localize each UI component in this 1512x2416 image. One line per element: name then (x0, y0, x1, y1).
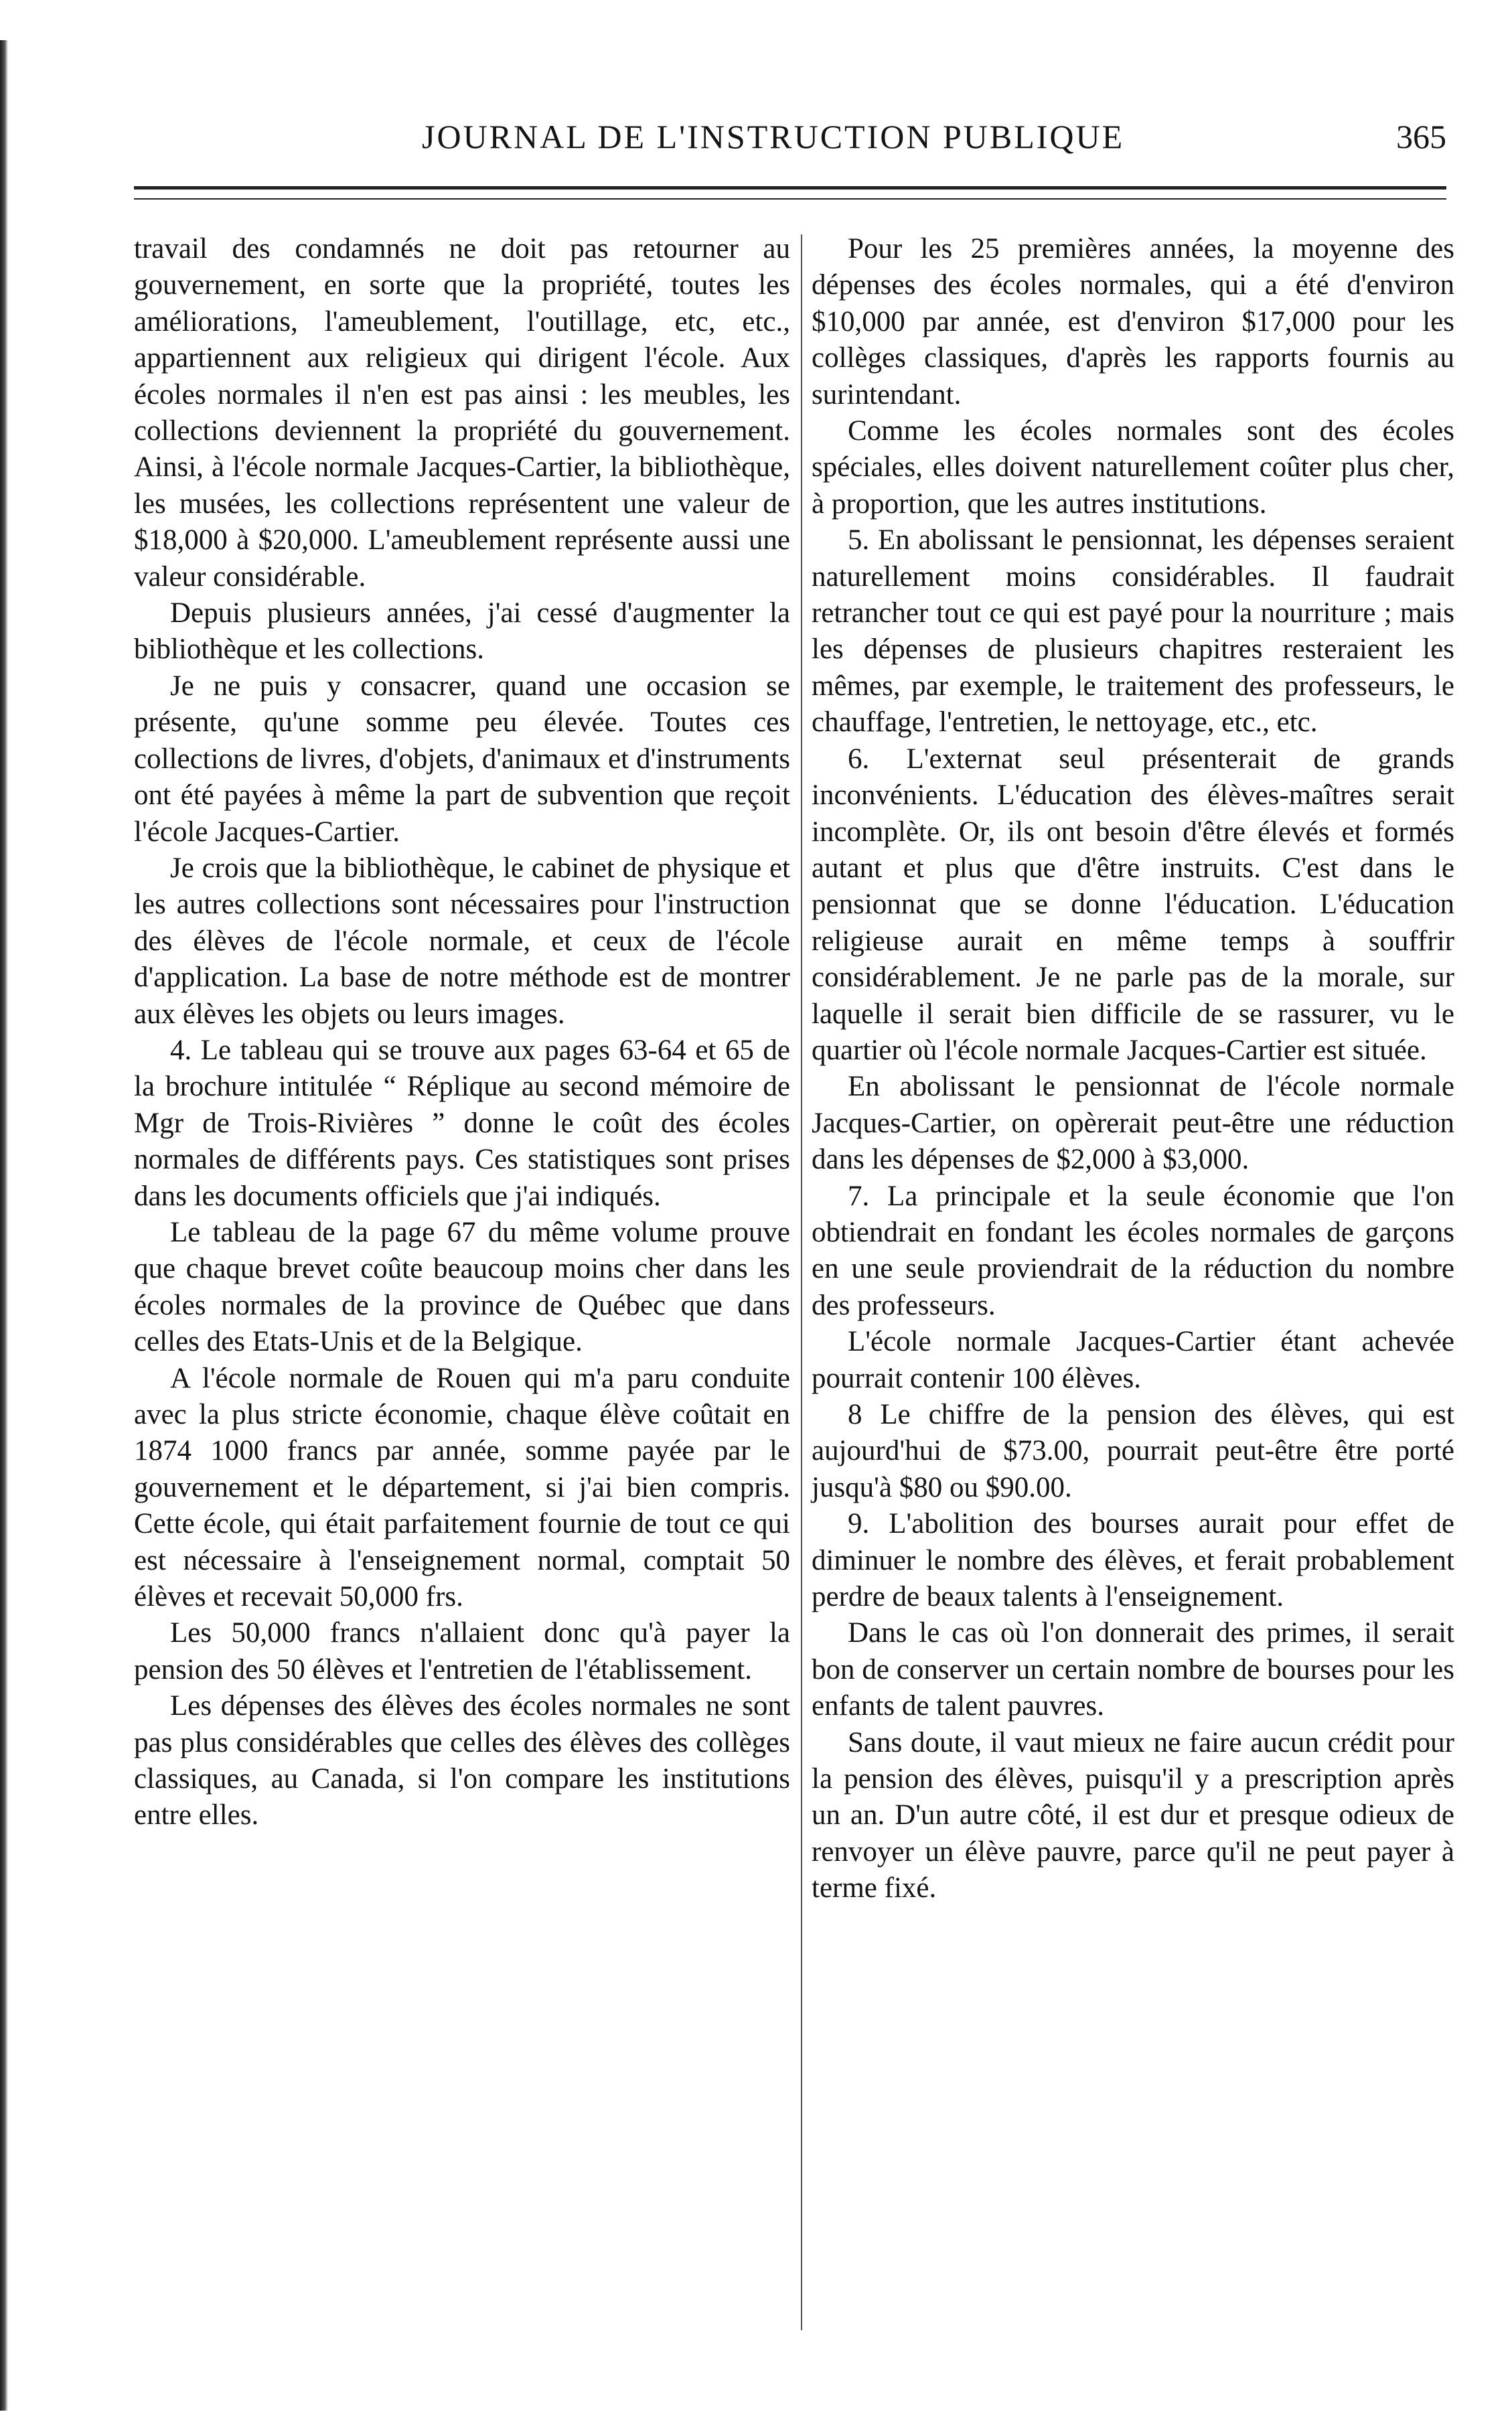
header-rule-thin (134, 198, 1446, 200)
paragraph: 9. L'abolition des bourses aurait pour effet de diminuer le nombre des élèves, et ferait probablement perdre de beaux talents à l'enseignement. (812, 1508, 1454, 1613)
paragraph: Les dépenses des élèves des écoles normales ne sont pas plus considérables que celles des élèves des collèges classiques, au Canada, si l'on compare les institutions entre elles. (134, 1690, 790, 1831)
paragraph: 6. L'externat seul présenterait de grands inconvénients. L'éducation des élèves-maîtres serait incomplète. Or, ils ont besoin d'être élevés et formés autant et plus que d'être instruits. C'est dans le pensionnat que se donne l'éducation. L'éducation religieuse aurait en même temps à souffrir considérablement. Je ne parle pas de la morale, sur laquelle il serait bien difficile de se rassurer, vu le quartier où l'école normale Jacques-Cartier est située. (812, 743, 1454, 1066)
column-divider (801, 234, 802, 2330)
paragraph: 5. En abolissant le pensionnat, les dépenses seraient naturellement moins considérables. Il faudrait retrancher tout ce qui est payé pour la nourriture ; mais les dépenses de plusieurs chapitres resteraient les mêmes, par exemple, le traitement des professeurs, le chauffage, l'entretien, le nettoyage, etc., etc. (812, 524, 1454, 739)
paragraph: A l'école normale de Rouen qui m'a paru conduite avec la plus stricte économie, chaque élève coûtait en 1874 1000 francs par année, somme payée par le gouvernement et le département, si j'ai bien compris. Cette école, qui était parfaitement fournie de tout ce qui est nécessaire à l'enseignement normal, comptait 50 élèves et recevait 50,000 frs. (134, 1362, 790, 1613)
left-column (134, 231, 790, 1834)
paragraph: 8 Le chiffre de la pension des élèves, qui est aujourd'hui de $73.00, pourrait peut-être être porté jusqu'à $80 ou $90.00. (812, 1399, 1454, 1503)
page-number: 365 (1396, 118, 1446, 155)
paragraph: Dans le cas où l'on donnerait des primes, il serait bon de conserver un certain nombre de bourses pour les enfants de talent pauvres. (812, 1617, 1454, 1722)
paragraph: 4. Le tableau qui se trouve aux pages 63-64 et 65 de la brochure intitulée “ Réplique au second mémoire de Mgr de Trois-Rivières ” donne le coût des écoles normales de différents pays. Ces statistiques sont prises dans les documents officiels que j'ai indiqués. (134, 1034, 790, 1212)
paragraph: Le tableau de la page 67 du même volume prouve que chaque brevet coûte beaucoup moins cher dans les écoles normales de la province de Québec que dans celles des Etats-Unis et de la Belgique. (134, 1216, 790, 1358)
paragraph: L'école normale Jacques-Cartier étant achevée pourrait contenir 100 élèves. (812, 1326, 1454, 1394)
paragraph: Les 50,000 francs n'allaient donc qu'à payer la pension des 50 élèves et l'entretien de l'établissement. (134, 1617, 790, 1685)
journal-title: JOURNAL DE L'INSTRUCTION PUBLIQUE (422, 118, 1125, 155)
paragraph: Depuis plusieurs années, j'ai cessé d'augmenter la bibliothèque et les collections. (134, 597, 790, 666)
paragraph: Pour les 25 premières années, la moyenne des dépenses des écoles normales, qui a été d'environ $10,000 par année, est d'environ $17,000 pour les collèges classiques, d'après les rapports fournis au surintendant. (812, 233, 1454, 410)
page-edge-shadow (0, 40, 8, 2411)
header-rule-thick (134, 186, 1446, 190)
running-header (134, 117, 1446, 177)
paragraph: 7. La principale et la seule économie que l'on obtiendrait en fondant les écoles normales de garçons en une seule proviendrait de la réduction du nombre des professeurs. (812, 1180, 1454, 1321)
paragraph: travail des condamnés ne doit pas retourner au gouvernement, en sorte que la propriété, toutes les améliorations, l'ameublement, l'outillage, etc, etc., appartiennent aux religieux qui dirigent l'école. Aux écoles normales il n'en est pas ainsi : les meubles, les collections deviennent la propriété du gouvernement. Ainsi, à l'école normale Jacques-Cartier, la bibliothèque, les musées, les collections représentent une valeur de $18,000 à $20,000. L'ameublement représente aussi une valeur considérable. (134, 233, 790, 593)
right-column (812, 231, 1454, 1907)
paragraph: Je ne puis y consacrer, quand une occasion se présente, qu'une somme peu élevée. Toutes ces collections de livres, d'objets, d'animaux et d'instruments ont été payées à même la part de subvention que reçoit l'école Jacques-Cartier. (134, 670, 790, 848)
paragraph: Comme les écoles normales sont des écoles spéciales, elles doivent naturellement coûter plus cher, à proportion, que les autres institutions. (812, 415, 1454, 520)
paragraph: Sans doute, il vaut mieux ne faire aucun crédit pour la pension des élèves, puisqu'il y a prescription après un an. D'un autre côté, il est dur et presque odieux de renvoyer un élève pauvre, parce qu'il ne peut payer à terme fixé. (812, 1726, 1454, 1904)
paragraph: Je crois que la bibliothèque, le cabinet de physique et les autres collections sont nécessaires pour l'instruction des élèves de l'école normale, et ceux de l'école d'application. La base de notre méthode est de montrer aux élèves les objets ou leurs images. (134, 852, 790, 1030)
paragraph: En abolissant le pensionnat de l'école normale Jacques-Cartier, on opèrerait peut-être une réduction dans les dépenses de $2,000 à $3,000. (812, 1071, 1454, 1176)
